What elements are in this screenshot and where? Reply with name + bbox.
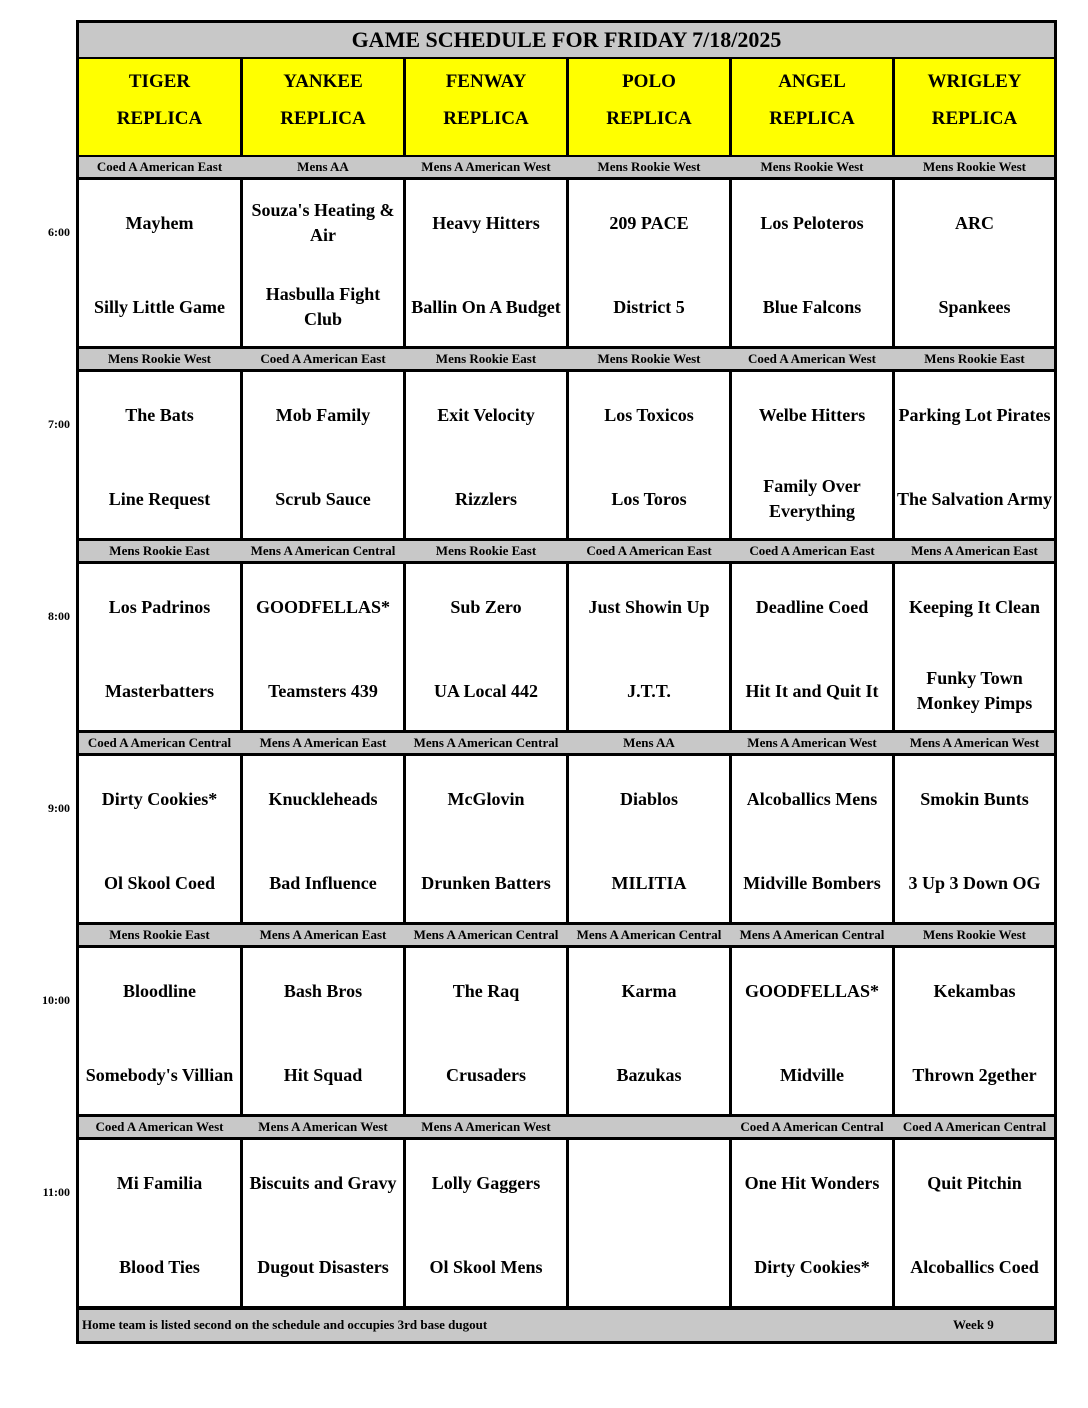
- division-label: Mens Rookie West: [922, 927, 1027, 942]
- away-team: Exit Velocity: [437, 404, 535, 425]
- away-team: One Hit Wonders: [744, 1172, 880, 1193]
- home-team: [571, 1239, 727, 1295]
- time-label: 6:00: [48, 225, 70, 239]
- home-team: Los Toros: [611, 488, 687, 509]
- home-team: Crusaders: [446, 1064, 526, 1085]
- game-cell: [895, 1140, 1054, 1306]
- home-team: Rizzlers: [455, 488, 517, 509]
- away-team: Deadline Coed: [755, 596, 869, 617]
- away-team: Sub Zero: [450, 596, 522, 617]
- away-team: Welbe Hitters: [758, 404, 866, 425]
- game-cell: [243, 180, 403, 346]
- field-name: FENWAY: [445, 71, 527, 92]
- home-team: Dugout Disasters: [257, 1256, 389, 1277]
- division-label: Mens A American Central: [576, 927, 722, 942]
- game-row: [79, 1140, 1054, 1306]
- field-name: ANGEL: [778, 71, 846, 92]
- home-team: Alcoballics Coed: [910, 1256, 1039, 1277]
- field-name: WRIGLEY: [927, 71, 1022, 92]
- game-cell: [406, 180, 566, 346]
- field-name: YANKEE: [283, 71, 363, 92]
- away-team: Mob Family: [275, 404, 371, 425]
- division-label: Mens A American East: [259, 927, 387, 942]
- game-cell: [79, 180, 240, 346]
- schedule-title: GAME SCHEDULE FOR FRIDAY 7/18/2025: [79, 23, 1054, 57]
- schedule-footer: [79, 1310, 1054, 1341]
- division-label: Mens A American Central: [739, 927, 885, 942]
- division-label: Coed A American East: [586, 543, 712, 558]
- game-cell: [79, 948, 240, 1114]
- division-label: Mens A American Central: [413, 735, 559, 750]
- home-team: MILITIA: [611, 872, 687, 893]
- division-label: Coed A American East: [260, 351, 386, 366]
- game-cell: [732, 948, 892, 1114]
- field-subtitle: REPLICA: [931, 108, 1018, 129]
- game-cell: [79, 564, 240, 730]
- home-team: Teamsters 439: [268, 680, 378, 701]
- home-team: Bazukas: [616, 1064, 682, 1085]
- away-team: GOODFELLAS*: [744, 980, 880, 1001]
- division-label: Mens Rookie West: [597, 159, 701, 174]
- field-header: [895, 59, 1054, 155]
- field-header: [79, 59, 240, 155]
- game-cell: [569, 180, 729, 346]
- division-label: Mens Rookie East: [924, 351, 1025, 366]
- division-row: [79, 541, 1054, 561]
- game-cell: [406, 756, 566, 922]
- home-team: Drunken Batters: [421, 872, 551, 893]
- home-team: Thrown 2gether: [912, 1064, 1037, 1085]
- away-team: McGlovin: [447, 788, 525, 809]
- away-team: Souza's Heating & Air: [251, 200, 395, 245]
- home-team: Hit Squad: [283, 1064, 363, 1085]
- away-team: Bash Bros: [283, 980, 363, 1001]
- game-cell: [79, 372, 240, 538]
- home-team: Ol Skool Coed: [103, 872, 216, 893]
- home-team: Blue Falcons: [762, 296, 862, 317]
- week-label: Week 9: [953, 1317, 994, 1332]
- field-header: [243, 59, 403, 155]
- division-label: Coed A American Central: [902, 1119, 1047, 1134]
- division-label: Mens Rookie West: [760, 159, 864, 174]
- home-team: Ol Skool Mens: [429, 1256, 543, 1277]
- game-cell: [732, 564, 892, 730]
- game-row: [79, 564, 1054, 730]
- division-label: Mens Rookie West: [597, 351, 701, 366]
- division-label: Coed A American West: [748, 351, 876, 366]
- division-row: [79, 1117, 1054, 1137]
- away-team: Kekambas: [933, 980, 1016, 1001]
- field-header-row: [79, 59, 1054, 155]
- field-subtitle: REPLICA: [443, 108, 529, 129]
- division-label: Mens A American Central: [413, 927, 559, 942]
- away-team: Bloodline: [122, 980, 197, 1001]
- game-cell: [895, 756, 1054, 922]
- division-row: [79, 157, 1054, 177]
- away-team: Smokin Bunts: [920, 788, 1029, 809]
- away-team: Lolly Gaggers: [431, 1172, 541, 1193]
- away-team: The Bats: [125, 404, 194, 425]
- away-team: Parking Lot Pirates: [898, 404, 1051, 425]
- home-team: Dirty Cookies*: [754, 1256, 870, 1277]
- time-slot: [79, 157, 1054, 346]
- away-team: Mayhem: [125, 212, 194, 233]
- game-cell: [79, 756, 240, 922]
- time-slot: [79, 733, 1054, 922]
- division-label: Mens Rookie West: [107, 351, 212, 366]
- division-label: Mens Rookie East: [109, 543, 210, 558]
- home-team: The Salvation Army: [897, 488, 1053, 509]
- game-cell: [732, 1140, 892, 1306]
- game-cell: [406, 948, 566, 1114]
- game-cell: [406, 1140, 566, 1306]
- home-team: Hit It and Quit It: [745, 680, 879, 701]
- game-cell: [895, 948, 1054, 1114]
- away-team: Diablos: [619, 788, 679, 809]
- away-team: Alcoballics Mens: [746, 788, 878, 809]
- division-label: Coed A American East: [749, 543, 875, 558]
- away-team: 209 PACE: [609, 212, 689, 233]
- division-label: Mens A American East: [259, 735, 387, 750]
- game-row: [79, 756, 1054, 922]
- game-row: [79, 372, 1054, 538]
- time-label: 8:00: [48, 609, 70, 623]
- time-label: 9:00: [48, 801, 70, 815]
- time-slot: [79, 349, 1054, 538]
- home-team: Silly Little Game: [94, 296, 225, 317]
- game-cell: [569, 564, 729, 730]
- home-team: Hasbulla Fight Club: [265, 284, 381, 329]
- game-cell: [895, 372, 1054, 538]
- field-header: [406, 59, 566, 155]
- game-cell: [895, 180, 1054, 346]
- game-cell: [569, 372, 729, 538]
- away-team: Los Peloteros: [760, 212, 864, 233]
- away-team: Los Toxicos: [604, 404, 694, 425]
- home-team: Spankees: [938, 296, 1011, 317]
- field-header: [732, 59, 892, 155]
- division-label: Mens Rookie East: [435, 543, 537, 558]
- game-cell: [569, 1140, 729, 1306]
- away-team: Quit Pitchin: [927, 1172, 1022, 1193]
- time-slot: [79, 541, 1054, 730]
- home-team: Funky Town Monkey Pimps: [916, 668, 1033, 713]
- time-slot: [79, 1117, 1054, 1306]
- division-label: Mens A American West: [747, 735, 877, 750]
- away-team: Knuckleheads: [268, 788, 378, 809]
- division-label: Mens A American West: [909, 735, 1040, 750]
- home-team-note: Home team is listed second on the schedule and occupies 3rd base dugout: [82, 1317, 488, 1332]
- home-team: Blood Ties: [119, 1256, 200, 1277]
- home-team: Masterbatters: [105, 680, 214, 701]
- home-team: J.T.T.: [627, 680, 671, 701]
- away-team: The Raq: [452, 980, 520, 1001]
- division-label: Mens Rookie East: [435, 351, 537, 366]
- division-label: Mens AA: [297, 159, 349, 174]
- time-label: 7:00: [48, 417, 70, 431]
- division-label: Mens A American West: [421, 159, 551, 174]
- division-label: Mens A American West: [421, 1119, 551, 1134]
- game-cell: [243, 1140, 403, 1306]
- field-subtitle: REPLICA: [769, 108, 855, 129]
- away-team: Karma: [621, 980, 677, 1001]
- home-team: Line Request: [108, 488, 211, 509]
- game-row: [79, 948, 1054, 1114]
- home-team: Family Over Everything: [763, 476, 861, 521]
- away-team: ARC: [955, 212, 994, 233]
- home-team: Midville: [780, 1064, 844, 1085]
- home-team: District 5: [613, 296, 685, 317]
- home-team: UA Local 442: [433, 680, 538, 701]
- game-cell: [406, 564, 566, 730]
- home-team: Midville Bombers: [743, 872, 881, 893]
- game-cell: [243, 372, 403, 538]
- division-label: Mens AA: [623, 735, 675, 750]
- field-subtitle: REPLICA: [606, 108, 692, 129]
- game-cell: [243, 564, 403, 730]
- away-team: [571, 1155, 727, 1211]
- field-name: TIGER: [128, 71, 191, 92]
- home-team: Somebody's Villian: [85, 1064, 234, 1085]
- division-label: Coed A American East: [96, 159, 223, 174]
- time-label: 10:00: [42, 993, 70, 1007]
- game-cell: [732, 180, 892, 346]
- away-team: Keeping It Clean: [908, 596, 1040, 617]
- home-team: Scrub Sauce: [275, 488, 371, 509]
- game-cell: [732, 372, 892, 538]
- division-label: Coed A American Central: [740, 1119, 884, 1134]
- division-label: Mens Rookie West: [922, 159, 1027, 174]
- game-cell: [79, 1140, 240, 1306]
- division-label: Coed A American West: [95, 1119, 224, 1134]
- away-team: Biscuits and Gravy: [249, 1172, 397, 1193]
- away-team: Heavy Hitters: [432, 212, 540, 233]
- away-team: Dirty Cookies*: [101, 788, 218, 809]
- game-cell: [895, 564, 1054, 730]
- time-slot: [79, 925, 1054, 1114]
- away-team: Mi Familia: [116, 1172, 203, 1193]
- home-team: 3 Up 3 Down OG: [908, 872, 1041, 893]
- away-team: Just Showin Up: [588, 596, 710, 617]
- time-label: 11:00: [42, 1185, 70, 1199]
- away-team: GOODFELLAS*: [255, 596, 391, 617]
- field-name: POLO: [622, 71, 676, 92]
- field-subtitle: REPLICA: [116, 108, 203, 129]
- division-row: [79, 925, 1054, 945]
- game-cell: [732, 756, 892, 922]
- game-cell: [406, 372, 566, 538]
- division-row: [79, 733, 1054, 753]
- game-cell: [569, 948, 729, 1114]
- home-team: Ballin On A Budget: [411, 296, 561, 317]
- away-team: Los Padrinos: [108, 596, 211, 617]
- division-label: Coed A American Central: [87, 735, 232, 750]
- division-row: [79, 349, 1054, 369]
- division-label: Mens Rookie East: [109, 927, 210, 942]
- schedule-grid: [76, 20, 1057, 1344]
- game-cell: [569, 756, 729, 922]
- game-cell: [243, 756, 403, 922]
- field-subtitle: REPLICA: [280, 108, 366, 129]
- field-header: [569, 59, 729, 155]
- game-row: [79, 180, 1054, 346]
- division-label: Mens A American Central: [250, 543, 396, 558]
- home-team: Bad Influence: [269, 872, 377, 893]
- division-label: Mens A American West: [258, 1119, 388, 1134]
- game-cell: [243, 948, 403, 1114]
- division-label: Mens A American East: [911, 543, 1038, 558]
